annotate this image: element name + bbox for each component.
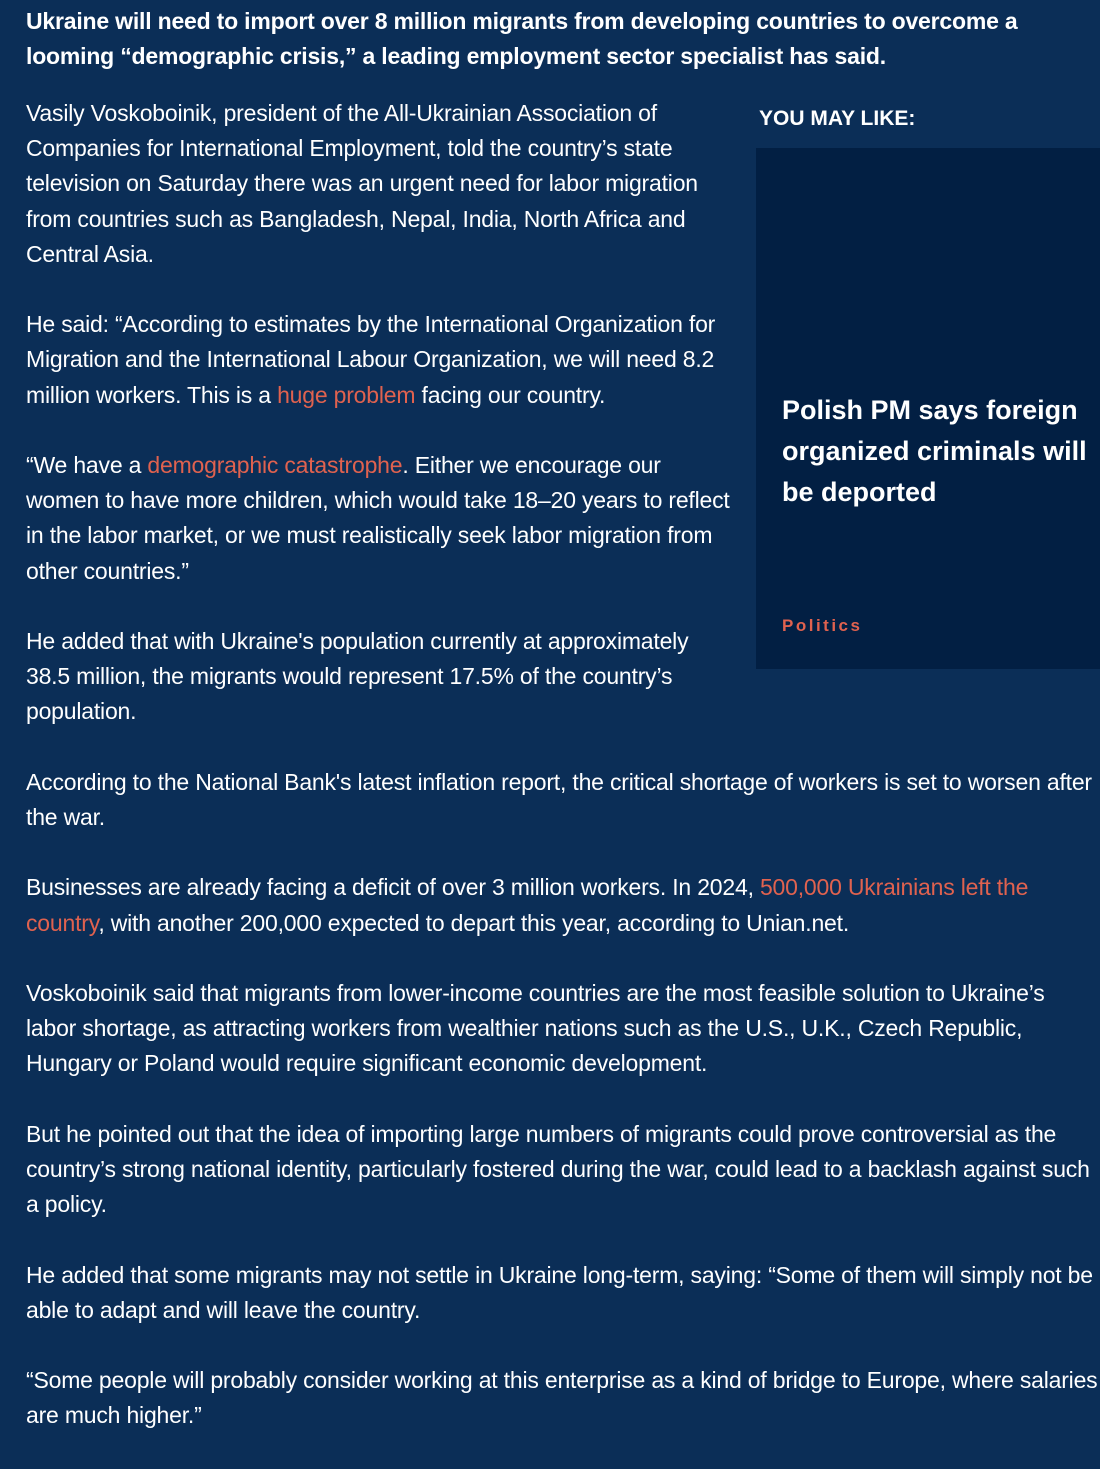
paragraph-3-text-start: “We have a [26, 452, 148, 478]
paragraph-9: He added that some migrants may not settle in Ukraine long-term, saying: “Some of them will simply not be able to adapt and will leave the country. [26, 1261, 1093, 1323]
paragraph-4: He added that with Ukraine's population currently at approximately 38.5 million, the migrants would represent 17.5% of the country’s population. [26, 628, 689, 725]
demographic-catastrophe-link[interactable]: demographic catastrophe [147, 452, 403, 478]
paragraph-8: But he pointed out that the idea of importing large numbers of migrants could prove controversial as the country’s strong national identity, particularly fostered during the war, could lead to a backlash against such a policy. [26, 1120, 1090, 1218]
paragraph-1: Vasily Voskoboinik, president of the All-Ukrainian Association of Companies for International Employment, told the country’s state television on Saturday there was an urgent need for labor migration from countries such as Bangladesh, Nepal, India, North Africa and Central Asia. [26, 100, 698, 267]
paragraph-3-text-end: . Either we encourage our women to have more children, which would take 18–20 years to reflect in the labor market, or we must realistically seek labor migration from other countries.” [26, 452, 730, 584]
ukrainians-left-link[interactable]: 500,000 Ukrainians left the country [26, 874, 1029, 936]
huge-problem-link[interactable]: huge problem [277, 381, 416, 408]
paragraph-5: According to the National Bank's latest inflation report, the critical shortage of workers is set to worsen after the war. [26, 768, 1092, 830]
related-article-card[interactable] [756, 148, 1100, 669]
related-article-category[interactable]: Politics [782, 616, 863, 635]
paragraph-7: Voskoboinik said that migrants from lower-income countries are the most feasible solution to Ukraine’s labor shortage, as attracting workers from wealthier nations such as the U.S., U.K., Czech Republic, Hungary or Poland would require significant economic development. [26, 979, 1045, 1077]
article-lede: Ukraine will need to import over 8 million migrants from developing countries to overcome a looming “demographic crisis,” a leading employment sector specialist has said. [26, 8, 1018, 69]
related-article-title[interactable]: Polish PM says foreign organized criminals will be deported [782, 395, 1087, 507]
paragraph-2-text-end: facing our country. [415, 381, 606, 408]
paragraph-10: “Some people will probably consider working at this enterprise as a kind of bridge to Europe, where salaries are much higher.” [26, 1367, 1098, 1429]
you-may-like-widget [756, 96, 1100, 669]
paragraph-2-text-start: He said: “According to estimates by the International Organization for Migration and the International Labour Organization, we will need 8.2 million workers. This is a [26, 311, 716, 408]
paragraph-6-text-end: , with another 200,000 expected to depart this year, according to Unian.net. [98, 909, 850, 936]
you-may-like-label: YOU MAY LIKE: [759, 107, 916, 130]
paragraph-6 [26, 870, 1100, 940]
paragraph-6-text-start: Businesses are already facing a deficit of over 3 million workers. In 2024, [26, 874, 760, 901]
article-body [26, 0, 1100, 1469]
